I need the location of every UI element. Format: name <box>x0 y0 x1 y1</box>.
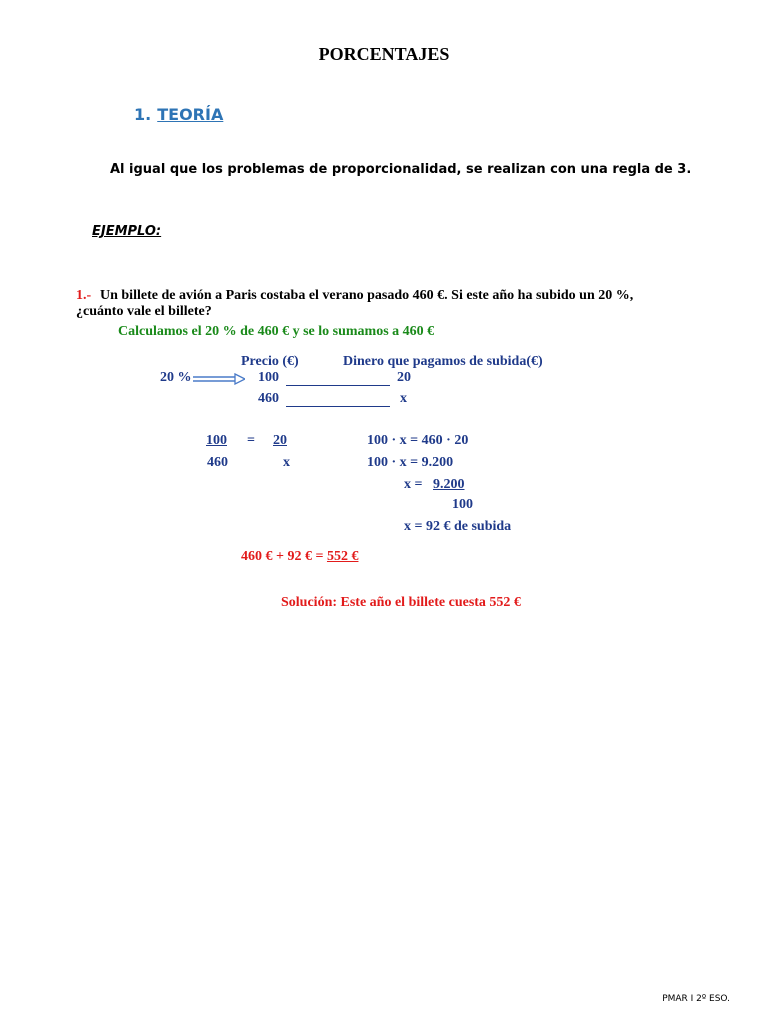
equation-step4: x = 92 € de subida <box>404 519 512 534</box>
footer-label: PMAR I 2º ESO. <box>662 994 730 1004</box>
section-number: 1. <box>134 105 152 124</box>
calculation-intro: Calculamos el 20 % de 460 € y se lo sumamos a 460 € <box>118 324 435 339</box>
example-problem <box>76 286 656 626</box>
equation-step3-lhs: x = <box>404 477 423 492</box>
fraction-right-denominator: x <box>283 455 290 470</box>
row2-price: 460 <box>258 391 279 406</box>
fraction-right-numerator: 20 <box>273 433 287 448</box>
sum-line <box>241 549 358 565</box>
section-title: TEORÍA <box>157 105 224 124</box>
page-title: PORCENTAJES <box>318 44 450 64</box>
problem-statement-line2: ¿cuánto vale el billete? <box>76 304 212 319</box>
fraction-left-denominator: 460 <box>207 455 228 470</box>
sum-expression: 460 € + 92 € = <box>241 549 327 564</box>
rule-line <box>286 406 390 407</box>
problem-statement-line1: Un billete de avión a Paris costaba el verano pasado 460 €. Si este año ha subido un 20 %, <box>100 288 634 303</box>
rule-line <box>286 385 390 386</box>
solution-text: Solución: Este año el billete cuesta 552 € <box>281 595 521 610</box>
row1-percent: 20 % <box>160 370 192 385</box>
equation-step1: 100 · x = 460 · 20 <box>367 433 469 448</box>
equation-step3-numerator: 9.200 <box>433 477 465 492</box>
equation-step2: 100 · x = 9.200 <box>367 455 454 470</box>
equation-step3-denominator: 100 <box>452 497 473 512</box>
arrow-right-icon <box>193 373 245 385</box>
intro-paragraph: Al igual que los problemas de proporcionalidad, se realizan con una regla de 3. <box>110 162 692 177</box>
header-price: Precio (€) <box>241 354 299 369</box>
problem-number: 1.- <box>76 288 92 303</box>
fraction-equals: = <box>247 433 255 448</box>
fraction-left-numerator: 100 <box>206 433 227 448</box>
header-money: Dinero que pagamos de subida(€) <box>343 354 543 369</box>
sum-result: 552 € <box>326 549 359 564</box>
example-label: EJEMPLO: <box>92 224 162 239</box>
section-heading <box>134 105 223 124</box>
row2-value: x <box>400 391 407 406</box>
row1-value: 20 <box>397 370 411 385</box>
row1-price: 100 <box>258 370 279 385</box>
